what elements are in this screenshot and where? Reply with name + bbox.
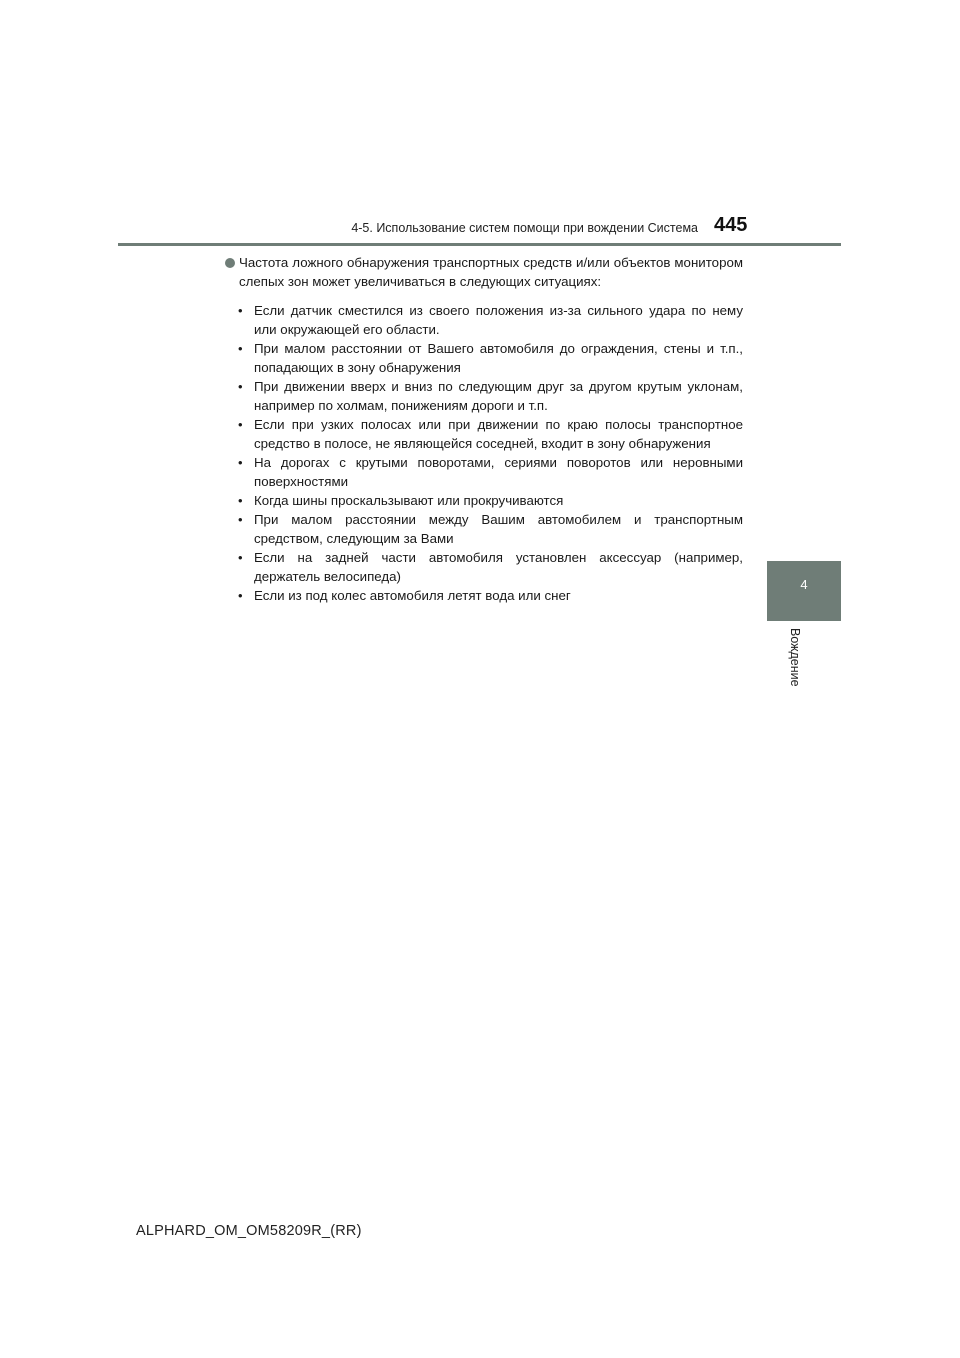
list-item-text: Когда шины проскальзывают или прокручиваются [254,493,564,508]
chapter-number: 4 [800,577,808,592]
lead-paragraph [224,253,743,291]
page-number: 445 [714,214,748,236]
bullet-dot-icon: • [238,550,243,565]
bullet-dot-icon: • [238,379,243,394]
list-item [224,339,743,377]
list-item [224,586,743,605]
list-item [224,453,743,491]
bullet-dot-icon: • [238,493,243,508]
list-item [224,415,743,453]
bullet-dot-icon: • [238,417,243,432]
main-content [224,253,743,605]
bullet-dot-icon: • [238,303,243,318]
list-item [224,301,743,339]
list-item [224,377,743,415]
document-code: ALPHARD_OM_OM58209R_(RR) [136,1223,362,1239]
bullet-dot-icon: • [238,341,243,356]
situation-list [224,301,743,605]
list-item-text: Если на задней части автомобиля установлен аксессуар (например, держатель велосипеда) [254,550,743,584]
list-item-text: При движении вверх и вниз по следующим друг за другом крутым уклонам, например по холмам, понижениям дороги и т.п. [254,379,743,413]
header-divider [118,243,841,246]
list-item-text: При малом расстоянии от Вашего автомобиля до ограждения, стены и т.п., попадающих в зону обнаружения [254,341,743,375]
list-item [224,548,743,586]
list-item-text: Если датчик сместился из своего положения из-за сильного удара по нему или окружающей его области. [254,303,743,337]
section-title: 4-5. Использование систем помощи при вождении Система [351,221,698,235]
circle-bullet-icon [225,258,235,268]
list-item-text: При малом расстоянии между Вашим автомобилем и транспортным средством, следующим за Вами [254,512,743,546]
bullet-dot-icon: • [238,588,243,603]
chapter-label: Вождение [788,628,802,687]
lead-text: Частота ложного обнаружения транспортных средств и/или объектов монитором слепых зон может увеличиваться в следующих ситуациях: [239,255,743,289]
list-item [224,510,743,548]
list-item-text: На дорогах с крутыми поворотами, сериями поворотов или неровными поверхностями [254,455,743,489]
chapter-tab [767,561,841,621]
bullet-dot-icon: • [238,455,243,470]
list-item [224,491,743,510]
list-item-text: Если при узких полосах или при движении по краю полосы транспортное средство в полосе, не являющейся соседней, входит в зону обнаружения [254,417,743,451]
bullet-dot-icon: • [238,512,243,527]
list-item-text: Если из под колес автомобиля летят вода или снег [254,588,571,603]
